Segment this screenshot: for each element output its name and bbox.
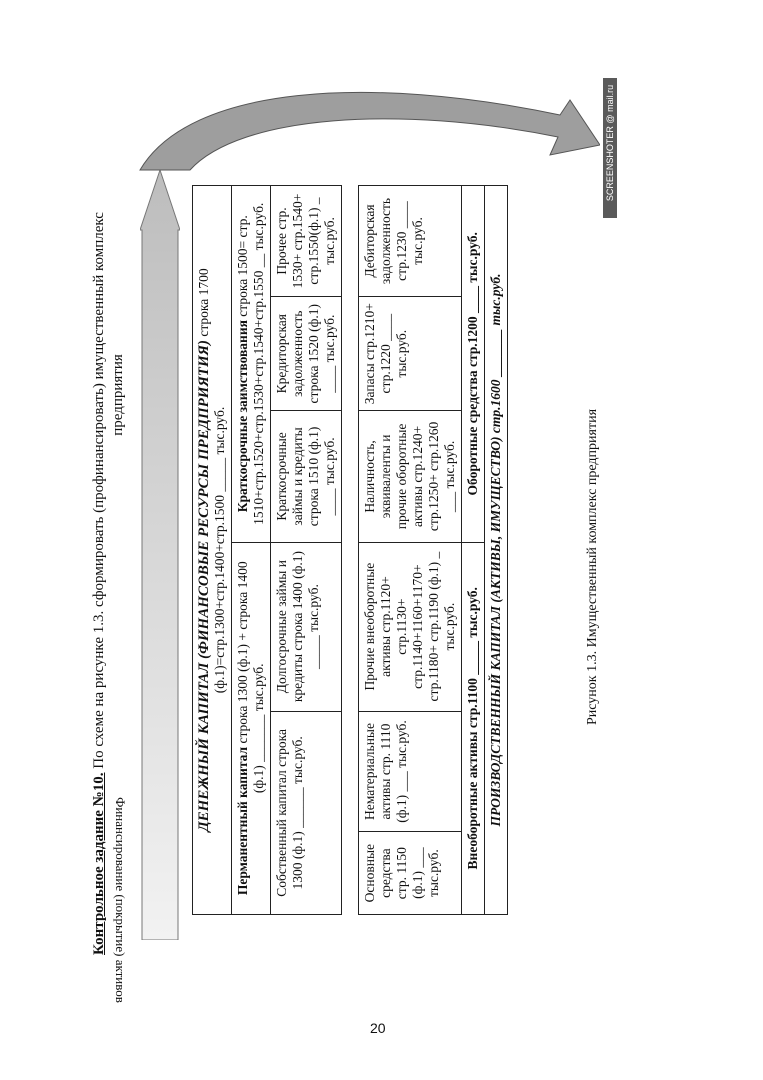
long-term-loans-cell: Долгосрочные займы и кредиты строка 1400 (ф.1) _____ тыс.руб. [271,542,342,711]
other-noncurrent-cell: Прочие внеоборотные активы стр.1120+ стр.1130+ стр.1140+1160+1170+ стр.1180+ стр.1190 (ф.1) _ тыс.руб. [359,542,462,711]
side-label: Финансирование (покрытие) активов [113,797,128,1003]
production-capital-cell: ПРОИЗВОДСТВЕННЫЙ КАПИТАЛ (АКТИВЫ, ИМУЩЕСТВО) стр.1600 _______ тыс.руб. [485,186,508,915]
other-liabilities-cell: Прочее стр. 1530+ стр.1540+ стр.1550(ф.1) _ тыс.руб. [271,186,342,297]
financing-arrow [140,170,180,940]
receivables-cell: Дебиторская задолженность стр.1230 ____ тыс.руб. [359,186,462,297]
page-number: 20 [370,1020,386,1036]
curved-arrow [130,75,600,175]
watermark [603,78,617,218]
money-capital-formula: (ф.1)=стр.1300+стр.1400+стр.1500 _____ тыс.руб. [212,406,227,694]
permanent-capital-cell [232,542,271,914]
short-borrowings-text: строка 1500= стр. 1510+стр.1520+стр.1530+стр.1540+стр.1550 __ тыс.руб. [235,202,266,525]
permanent-capital-title: Перманентный капитал [235,746,250,896]
inventory-cell: Запасы стр.1210+ стр.1220 ____ тыс.руб. [359,297,462,411]
payables-cell: Кредиторская задолженность строка 1520 (ф.1) ____ тыс.руб. [271,297,342,411]
figure-caption: Рисунок 1.3. Имущественный комплекс предприятия [585,408,600,725]
short-borrowings-title: Краткосрочные заимствования [235,320,250,513]
intangible-assets-cell: Нематериальные активы стр. 1110 (ф.1) ___ тыс.руб. [359,711,462,832]
gap-row [342,186,359,915]
noncurrent-assets-cell: Внеоборотные активы стр.1100 _____ тыс.руб. [462,542,485,914]
short-term-loans-cell: Краткосрочные займы и кредиты строка 1510 (ф.1) ____ тыс.руб. [271,411,342,542]
cash-cell: Наличность, эквиваленты и прочие оборотные активы стр.1240+ стр.1250+ стр.1260 ___ тыс.руб. [359,411,462,542]
task-label: Контрольное задание №10. [91,772,107,955]
money-capital-cell [193,186,232,915]
permanent-capital-text: строка 1300 (ф.1) + строка 1400 (ф.1) _______ тыс.руб. [235,561,266,794]
task-text-2: предприятия [110,354,126,436]
curved-arrow-icon [140,92,600,170]
diagram [192,185,562,915]
up-arrow-icon [140,170,180,940]
money-capital-line: строка 1700 [196,268,211,337]
task-text: По схеме на рисунке 1.3. сформировать (профинансировать) имущественный комплекс [91,212,107,769]
short-borrowings-cell [232,186,271,543]
equity-cell: Собственный капитал строка 1300 (ф.1) ______ тыс.руб. [271,711,342,914]
fixed-assets-cell: Основные средства стр. 1150 (ф.1) ___ тыс.руб. [359,832,462,915]
watermark-text: SCREENSHOTER @ mail.ru [605,84,615,202]
current-assets-cell: Оборотные средства стр.1200 ____ тыс.руб. [462,186,485,543]
money-capital-title: ДЕНЕЖНЫЙ КАПИТАЛ (ФИНАНСОВЫЕ РЕСУРСЫ ПРЕДПРИЯТИЯ) [196,340,212,832]
diagram-table [192,185,508,915]
